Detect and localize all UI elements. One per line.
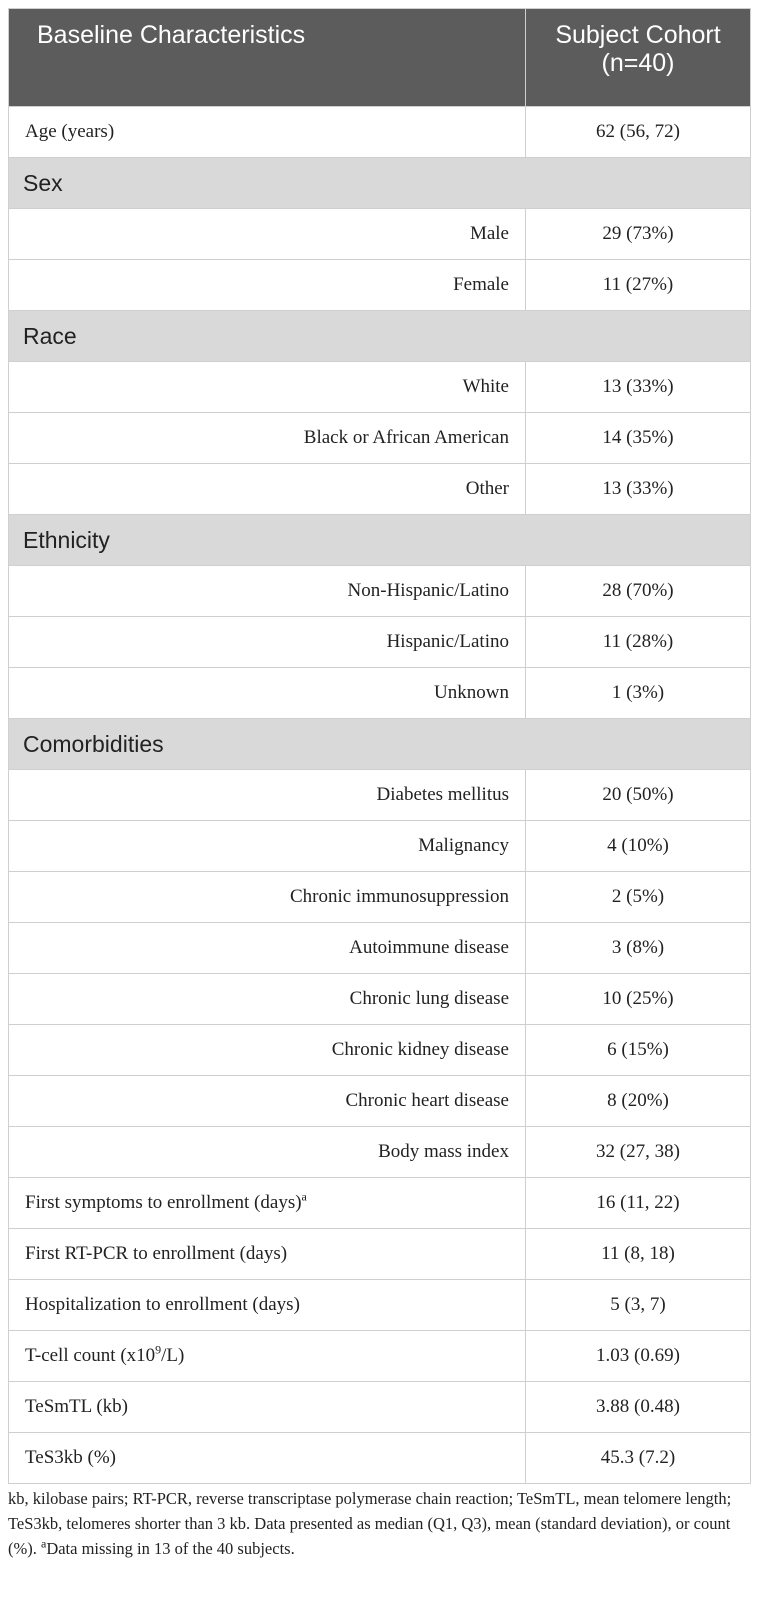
row-label: Chronic lung disease — [9, 974, 526, 1025]
category-label: Sex — [9, 158, 751, 209]
header-cohort-line2: (n=40) — [601, 49, 675, 77]
row-value: 3 (8%) — [526, 923, 751, 974]
header-subject-cohort — [526, 9, 751, 107]
row-label-text: T-cell count (x10 — [25, 1345, 156, 1366]
row-label: Body mass index — [9, 1127, 526, 1178]
table-row — [9, 617, 751, 668]
table-row — [9, 821, 751, 872]
row-value: 62 (56, 72) — [526, 107, 751, 158]
table-row — [9, 362, 751, 413]
row-label: First RT-PCR to enrollment (days) — [9, 1229, 526, 1280]
exponent: 9 — [155, 1342, 162, 1357]
row-label: Malignancy — [9, 821, 526, 872]
table-row — [9, 260, 751, 311]
row-label-unit: /L) — [161, 1345, 185, 1366]
row-label: Chronic kidney disease — [9, 1025, 526, 1076]
table-row — [9, 974, 751, 1025]
row-value: 14 (35%) — [526, 413, 751, 464]
table-row — [9, 209, 751, 260]
table-row — [9, 872, 751, 923]
table-footnote — [8, 1486, 753, 1561]
footnote-marker: a — [301, 1189, 307, 1204]
row-label — [9, 1331, 526, 1382]
footnote-text: kb, kilobase pairs; RT-PCR, reverse transcriptase polymerase chain reaction; TeSmTL, mean telomere length; TeS3kb, telomeres shorter than 3 kb. Data presented as median (Q1, Q3), mean (standard deviation), or count (%). — [8, 1489, 732, 1558]
row-label: Hospitalization to enrollment (days) — [9, 1280, 526, 1331]
category-row-race — [9, 311, 751, 362]
row-label — [9, 1178, 526, 1229]
row-label: Female — [9, 260, 526, 311]
category-row-comorbidities — [9, 719, 751, 770]
table-row — [9, 770, 751, 821]
table-row — [9, 1127, 751, 1178]
row-label: White — [9, 362, 526, 413]
row-value: 4 (10%) — [526, 821, 751, 872]
footnote-note: Data missing in 13 of the 40 subjects. — [46, 1539, 295, 1558]
row-value: 1.03 (0.69) — [526, 1331, 751, 1382]
row-label: Autoimmune disease — [9, 923, 526, 974]
row-value: 5 (3, 7) — [526, 1280, 751, 1331]
row-label: Black or African American — [9, 413, 526, 464]
row-label: Male — [9, 209, 526, 260]
table-row — [9, 668, 751, 719]
row-label: Chronic immunosuppression — [9, 872, 526, 923]
row-label-text: First symptoms to enrollment (days) — [25, 1192, 302, 1213]
row-label: TeSmTL (kb) — [9, 1382, 526, 1433]
table-row — [9, 1076, 751, 1127]
row-label: Diabetes mellitus — [9, 770, 526, 821]
table-row — [9, 1331, 751, 1382]
row-value: 6 (15%) — [526, 1025, 751, 1076]
row-value: 13 (33%) — [526, 464, 751, 515]
header-cohort-line1: Subject Cohort — [555, 21, 721, 49]
table-row — [9, 1025, 751, 1076]
row-value: 11 (28%) — [526, 617, 751, 668]
row-value: 28 (70%) — [526, 566, 751, 617]
category-label: Comorbidities — [9, 719, 751, 770]
row-value: 8 (20%) — [526, 1076, 751, 1127]
footnote-marker: a — [40, 1536, 47, 1551]
row-label: Unknown — [9, 668, 526, 719]
row-value: 11 (8, 18) — [526, 1229, 751, 1280]
row-value: 13 (33%) — [526, 362, 751, 413]
category-row-ethnicity — [9, 515, 751, 566]
table-row — [9, 1280, 751, 1331]
row-label: Chronic heart disease — [9, 1076, 526, 1127]
row-value: 20 (50%) — [526, 770, 751, 821]
table-row — [9, 107, 751, 158]
table-row — [9, 1178, 751, 1229]
table-header-row — [9, 9, 751, 107]
table-row — [9, 923, 751, 974]
header-baseline-characteristics: Baseline Characteristics — [9, 9, 526, 107]
row-label: Hispanic/Latino — [9, 617, 526, 668]
table-row — [9, 566, 751, 617]
row-value: 10 (25%) — [526, 974, 751, 1025]
category-row-sex — [9, 158, 751, 209]
row-label: TeS3kb (%) — [9, 1433, 526, 1484]
row-label: Non-Hispanic/Latino — [9, 566, 526, 617]
row-value: 32 (27, 38) — [526, 1127, 751, 1178]
table-row — [9, 1382, 751, 1433]
table-row — [9, 1229, 751, 1280]
table-row — [9, 464, 751, 515]
row-value: 2 (5%) — [526, 872, 751, 923]
row-value: 1 (3%) — [526, 668, 751, 719]
category-label: Ethnicity — [9, 515, 751, 566]
row-value: 11 (27%) — [526, 260, 751, 311]
row-value: 29 (73%) — [526, 209, 751, 260]
row-value: 3.88 (0.48) — [526, 1382, 751, 1433]
table-row — [9, 413, 751, 464]
row-label: Other — [9, 464, 526, 515]
row-value: 45.3 (7.2) — [526, 1433, 751, 1484]
category-label: Race — [9, 311, 751, 362]
baseline-table-container — [8, 8, 750, 1484]
row-label: Age (years) — [9, 107, 526, 158]
baseline-characteristics-table — [8, 8, 751, 1484]
row-value: 16 (11, 22) — [526, 1178, 751, 1229]
table-row — [9, 1433, 751, 1484]
